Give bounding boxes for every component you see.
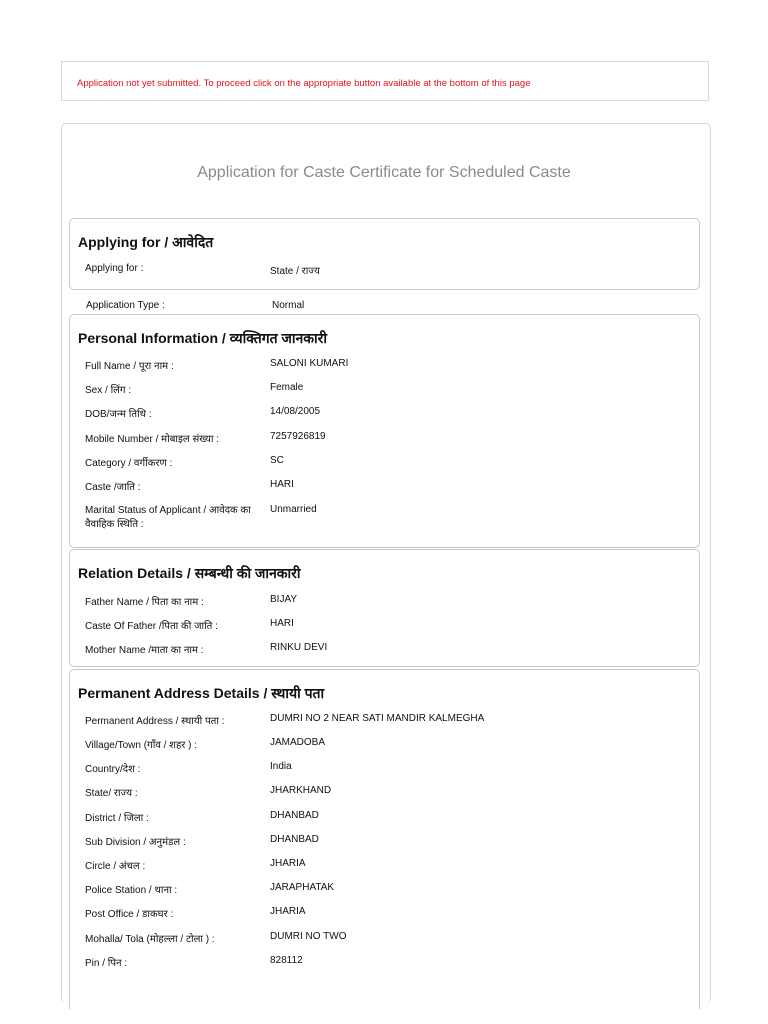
field-label: Pin / पिन : [85,958,128,969]
field-value: 14/08/2005 [270,406,321,417]
field-value: JAMADOBA [270,737,326,748]
applying-for-section [69,218,700,290]
field-label: Sex / लिंग : [85,385,132,396]
field-label: Marital Status of Applicant / आवेदक का वैवाहिक स्थिति : [85,505,251,530]
field-label: DOB/जन्म तिथि : [85,409,152,420]
field-label: Full Name / पूरा नाम : [85,361,174,372]
field-value: BIJAY [270,594,298,605]
field-label: Village/Town (गाँव / शहर ) : [85,740,198,751]
permanent-address-section [69,669,700,1009]
field-value: JHARIA [270,906,306,917]
relation-section [69,549,700,667]
field-label: Police Station / थाना : [85,885,178,896]
field-value: HARI [270,479,294,490]
field-value: DHANBAD [270,810,319,821]
field-label: State/ राज्य : [85,788,138,799]
field-value: HARI [270,618,294,629]
field-label: Country/देश : [85,764,141,775]
field-label: Applying for : [85,263,144,274]
field-value: SALONI KUMARI [270,358,349,369]
field-value: DUMRI NO TWO [270,931,347,942]
field-value: RINKU DEVI [270,642,328,653]
field-value: State / राज्य [270,266,320,277]
field-value: Female [270,382,304,393]
field-label: Circle / अंचल : [85,861,146,872]
field-label: Caste Of Father /पिता की जाति : [85,621,218,632]
field-label: Mohalla/ Tola (मोहल्ला / टोला ) : [85,934,215,945]
field-label: District / जिला : [85,813,149,824]
field-value: JARAPHATAK [270,882,335,893]
field-value: India [270,761,292,772]
field-value: 828112 [270,955,303,966]
field-value: DUMRI NO 2 NEAR SATI MANDIR KALMEGHA [270,713,485,724]
section-heading: Personal Information / व्यक्तिगत जानकारी [78,330,327,346]
section-heading: Relation Details / सम्बन्धी की जानकारी [78,565,301,581]
field-label: Post Office / डाकघर : [85,909,174,920]
field-value: Unmarried [270,504,317,515]
field-value: JHARIA [270,858,306,869]
field-value: DHANBAD [270,834,319,845]
field-value: 7257926819 [270,431,326,442]
field-label: Father Name / पिता का नाम : [85,597,204,608]
section-heading: Permanent Address Details / स्थायी पता [78,685,325,701]
application-type-value: Normal [272,300,305,311]
application-type-label: Application Type : [86,300,165,311]
field-value: JHARKHAND [270,785,332,796]
page-title: Application for Caste Certificate for Scheduled Caste [197,164,571,181]
field-label: Category / वर्गीकरण : [85,458,173,469]
field-label: Sub Division / अनुमंडल : [85,837,186,848]
section-heading: Applying for / आवेदित [78,234,214,250]
status-notice: Application not yet submitted. To proceed click on the appropriate button available at the bottom of this page [61,61,709,101]
personal-info-section [69,314,700,548]
field-label: Mother Name /माता का नाम : [85,645,204,656]
field-value: SC [270,455,284,466]
field-label: Permanent Address / स्थायी पता : [85,716,225,727]
field-label: Caste /जाति : [85,482,141,493]
field-label: Mobile Number / मोबाइल संख्या : [85,434,220,445]
